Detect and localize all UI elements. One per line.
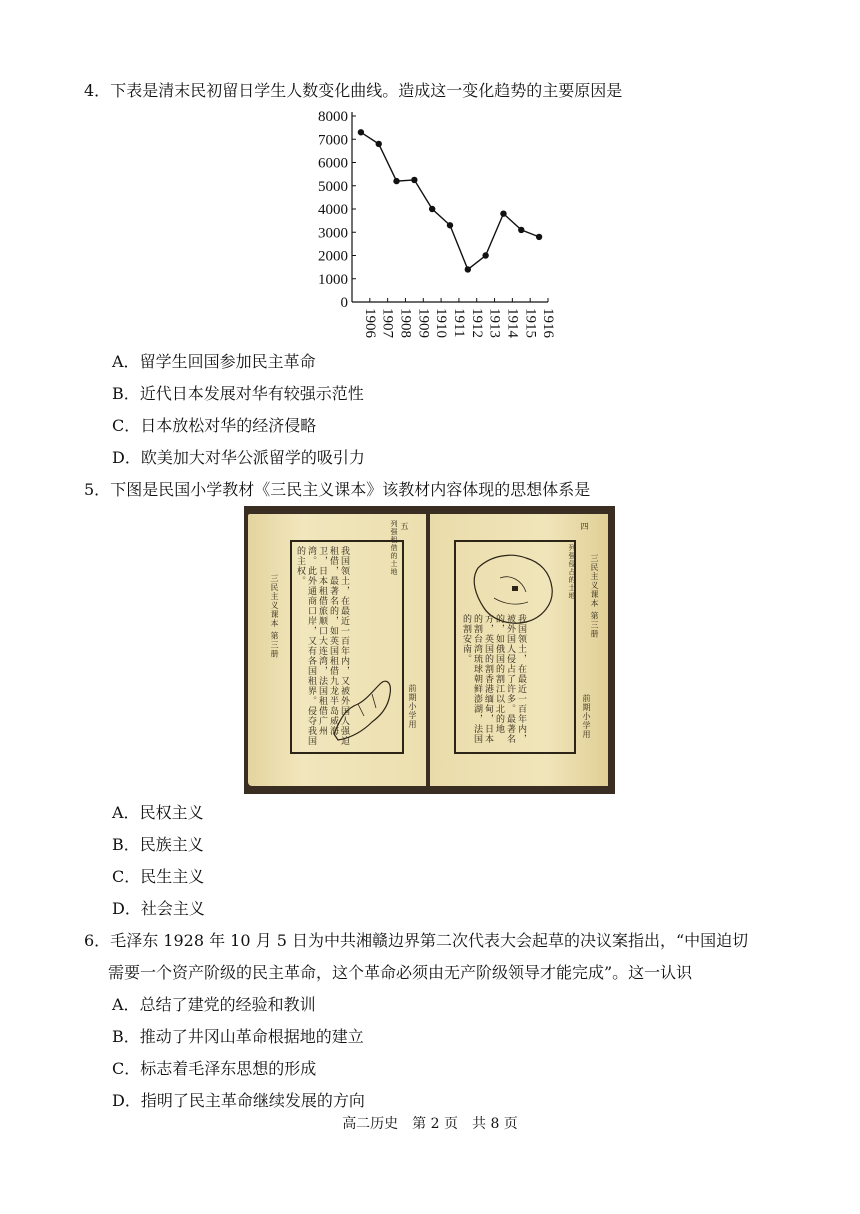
option-key: B． [112,835,140,854]
y-tick-label: 6000 [318,155,348,172]
q4-option-a[interactable] [112,351,316,373]
x-tick-label: 1911 [451,308,467,338]
x-tick-label: 1915 [522,308,539,338]
question-number: 5． [84,480,111,499]
option-text: 日本放松对华的经济侵略 [140,416,317,435]
x-tick-label: 1909 [415,308,432,338]
right-page-number: 四 [580,522,589,531]
y-tick-label: 7000 [318,132,348,149]
option-key: D． [112,1091,141,1110]
option-text: 欧美加大对华公派留学的吸引力 [140,448,365,467]
left-page-text: 我国领土，在最近一百年内，又被外国人强迫租借，最著名的，如英国租借九龙半岛威海卫，日本租借旅顺口大连湾，法国租借广州湾。此外通商口岸，又有各国租界。侵夺我国的主权。 [295,546,349,746]
x-tick-label: 1916 [540,308,557,338]
chart-axes [352,112,548,302]
q4-option-c[interactable] [112,415,316,437]
line-chart [300,102,560,347]
series-line [361,132,539,269]
q5-option-b[interactable] [112,834,204,856]
q4-option-b[interactable] [112,383,364,405]
x-tick-label: 1907 [379,308,396,338]
question-number: 4． [84,81,111,100]
option-text: 标志着毛泽东思想的形成 [140,1059,317,1078]
q5-option-a[interactable] [112,802,204,824]
data-point [500,210,506,216]
data-point [536,234,542,240]
textbook-photo [244,506,615,794]
data-point [358,129,364,135]
question-text: 下表是清末民初留日学生人数变化曲线。造成这一变化趋势的主要原因是 [110,81,623,100]
chart-y-ticks [318,109,356,311]
chart-x-ticks [362,298,556,339]
y-tick-label: 4000 [318,202,348,218]
right-publisher: 前期小学用 [582,694,591,739]
question-number: 6． [84,931,111,950]
x-tick-label: 1912 [468,308,485,338]
option-text: 总结了建党的经验和教训 [139,995,316,1014]
question-4-stem [84,80,622,102]
option-key: C． [112,1059,141,1078]
option-key: A． [112,352,140,371]
textbook-left-page [248,514,426,786]
option-text: 推动了井冈山革命根据地的建立 [139,1027,364,1046]
right-caption: 列强侵占的土地 [568,544,576,600]
left-side-label: 三民主义课本 第三册 [270,574,279,659]
q4-option-d[interactable] [112,447,365,469]
option-key: D． [112,899,141,918]
data-point [447,222,453,228]
option-text: 留学生回国参加民主革命 [139,352,316,371]
q6-option-c[interactable] [112,1058,316,1080]
right-page-text: 我国领土，在最近一百年内，被外国人侵占了许多。最著名的，如俄国的割江以北的地方，英国的割香港缅甸，日本的割台湾琉球朝鲜澎湖，法国的割安南。 [461,614,526,744]
x-tick-label: 1908 [397,308,414,338]
option-key: C． [112,867,141,886]
data-point [376,141,382,147]
option-key: C． [112,416,141,435]
question-6-stem-line2: 需要一个资产阶级的民主革命，这个革命必须由无产阶级领导才能完成”。这一认识 [108,963,693,982]
data-point [465,266,471,272]
data-point [482,252,488,258]
chart-points [358,129,543,273]
left-map-sketch [328,664,398,744]
x-tick-label: 1906 [361,308,378,338]
q5-option-c[interactable] [112,866,204,888]
option-text: 社会主义 [140,899,205,918]
y-tick-label: 2000 [318,248,348,265]
y-tick-label: 0 [340,295,348,311]
y-tick-label: 8000 [318,109,348,125]
option-text: 近代日本发展对华有较强示范性 [139,384,364,403]
x-tick-label: 1913 [486,308,503,338]
option-key: A． [112,995,140,1014]
page-footer: 高二历史 第 2 页 共 8 页 [342,1116,518,1132]
option-key: D． [112,448,141,467]
option-text: 民权主义 [139,803,204,822]
y-tick-label: 1000 [318,271,348,288]
q6-option-b[interactable] [112,1026,364,1048]
question-5-stem [84,479,590,501]
y-tick-label: 3000 [318,225,348,242]
q5-option-d[interactable] [112,898,205,920]
right-map-sketch [470,548,560,628]
q6-option-d[interactable] [112,1090,365,1112]
y-tick-label: 5000 [318,178,348,195]
question-text: 毛泽东 1928 年 10 月 5 日为中共湘赣边界第二次代表大会起草的决议案指出，“中国迫切 [110,931,749,950]
data-point [411,177,417,183]
data-point [518,227,524,233]
data-point [393,178,399,184]
textbook-right-page [430,514,608,786]
option-text: 民族主义 [139,835,204,854]
left-publisher: 前期小学用 [408,684,417,729]
right-side-label: 三民主义课本 第三册 [590,554,599,639]
left-page-number: 五 [400,522,409,531]
q6-option-a[interactable] [112,994,316,1016]
x-tick-label: 1914 [504,308,521,338]
option-key: A． [112,803,140,822]
data-point [429,206,435,212]
question-6-stem-line1 [84,930,748,952]
x-tick-label: 1910 [433,308,450,338]
left-caption: 列强租借的土地 [390,520,398,576]
option-text: 民生主义 [140,867,205,886]
question-text: 下图是民国小学教材《三民主义课本》该教材内容体现的思想体系是 [110,480,591,499]
option-text: 指明了民主革命继续发展的方向 [140,1091,365,1110]
option-key: B． [112,384,140,403]
option-key: B． [112,1027,140,1046]
